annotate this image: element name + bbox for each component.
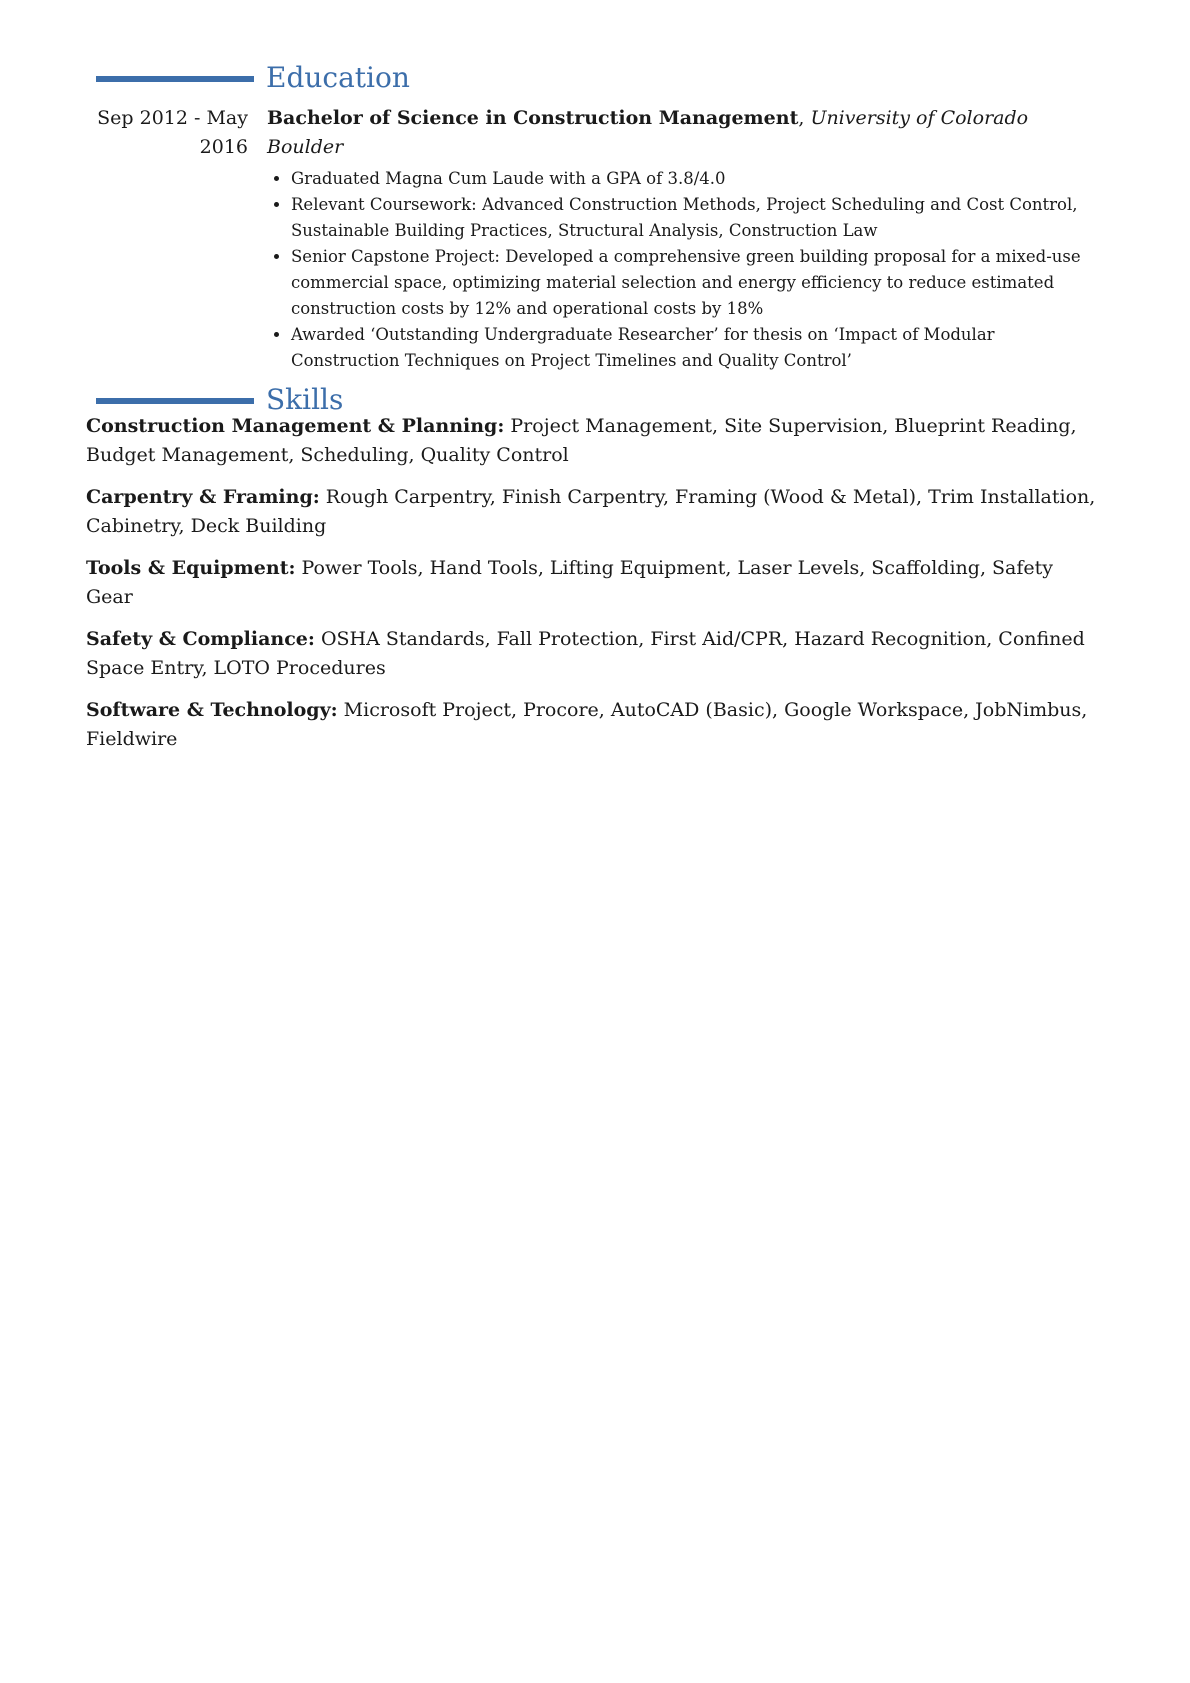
skill-category: Construction Management & Planning:: [86, 415, 505, 437]
skill-row: [86, 625, 1104, 683]
skill-category: Tools & Equipment:: [86, 557, 296, 579]
skill-row: [86, 412, 1104, 470]
skills-list: [86, 412, 1104, 767]
education-bullet: • Awarded ‘Outstanding Undergraduate Researcher’ for thesis on ‘Impact of Modular Construction Techniques on Project Timelines and Quality Control’: [291, 322, 1097, 374]
education-bullet: • Senior Capstone Project: Developed a comprehensive green building proposal for a mixed-use commercial space, optimizing material selection and energy efficiency to reduce estimated construction costs by 12% and operational costs by 18%: [291, 244, 1097, 322]
skill-values: Microsoft Project, Procore, AutoCAD (Basic), Google Workspace, JobNimbus, Fieldwire: [86, 699, 1088, 750]
skill-values: Project Management, Site Supervision, Blueprint Reading, Budget Management, Scheduling, Quality Control: [86, 415, 1077, 466]
skill-category: Carpentry & Framing:: [86, 486, 320, 508]
skill-values: Rough Carpentry, Finish Carpentry, Framing (Wood & Metal), Trim Installation, Cabinetry, Deck Building: [86, 486, 1096, 537]
skills-accent-bar: [96, 398, 254, 404]
skill-category: Safety & Compliance:: [86, 628, 315, 650]
school-name: University of Colorado Boulder: [267, 107, 1029, 158]
degree-title: Bachelor of Science in Construction Management: [267, 107, 799, 129]
skill-row: [86, 696, 1104, 754]
education-bullet: • Relevant Coursework: Advanced Construction Methods, Project Scheduling and Cost Control, Sustainable Building Practices, Structural Analysis, Construction Law: [291, 192, 1097, 244]
education-body: [267, 104, 1097, 374]
education-bullets: [267, 166, 1097, 374]
skill-category: Software & Technology:: [86, 699, 338, 721]
skill-row: [86, 554, 1104, 612]
education-date: Sep 2012 - May 2016: [97, 107, 248, 158]
education-accent-bar: [96, 76, 254, 82]
skill-row: [86, 483, 1104, 541]
skill-values: Power Tools, Hand Tools, Lifting Equipment, Laser Levels, Scaffolding, Safety Gear: [86, 557, 1054, 608]
education-title: Education: [266, 61, 410, 94]
education-heading: [267, 104, 1097, 162]
education-section-header: [96, 60, 996, 100]
skill-values: OSHA Standards, Fall Protection, First Aid/CPR, Hazard Recognition, Confined Space Entry, LOTO Procedures: [86, 628, 1085, 679]
education-bullet: • Graduated Magna Cum Laude with a GPA of 3.8/4.0: [291, 166, 1097, 192]
skills-title: Skills: [266, 383, 344, 416]
degree-separator: ,: [798, 107, 811, 129]
